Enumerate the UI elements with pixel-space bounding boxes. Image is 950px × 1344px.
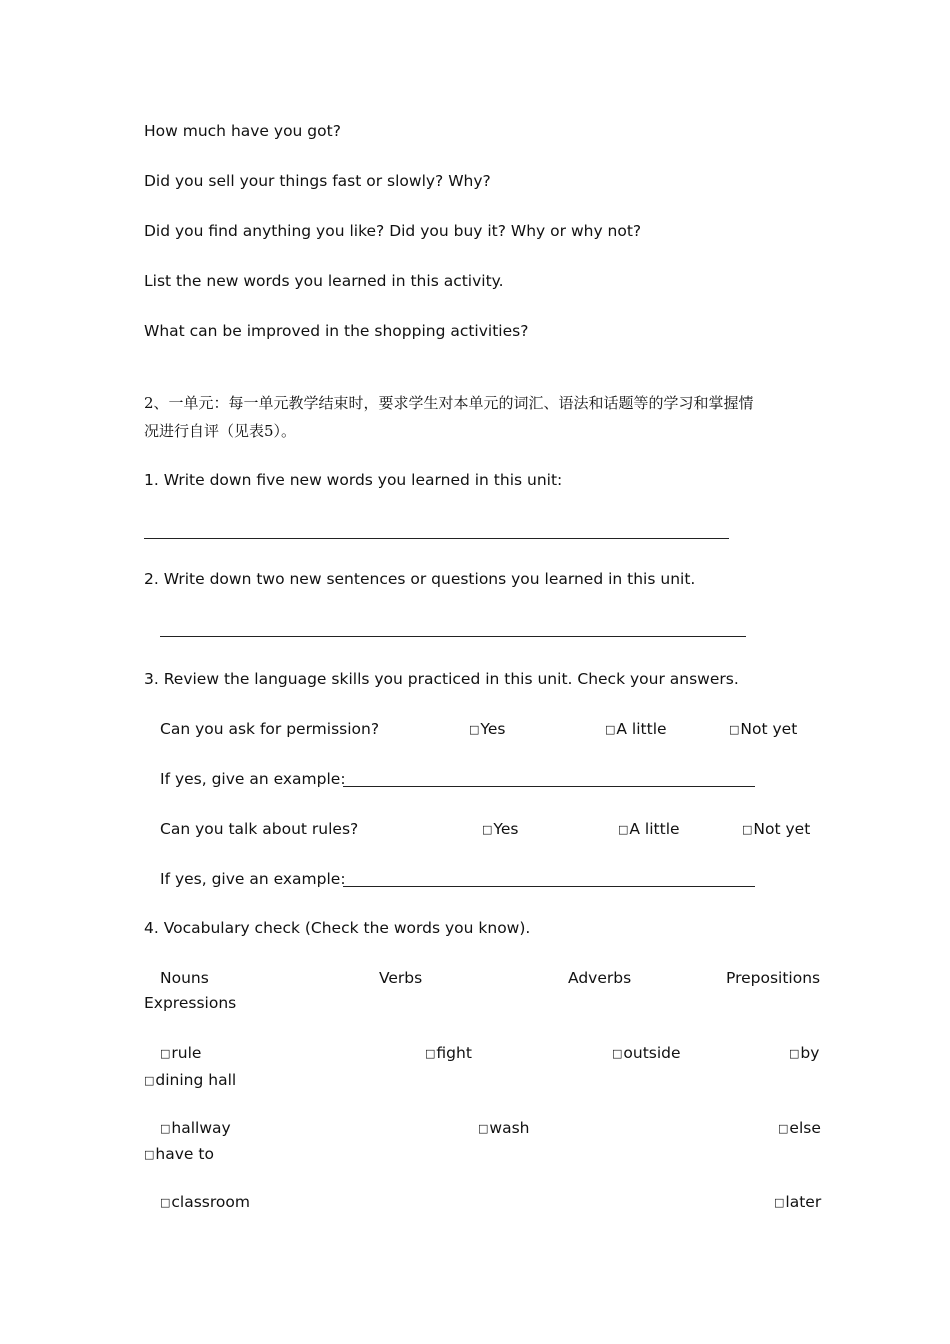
- skill1-notyet-option[interactable]: [729, 720, 797, 739]
- vocab-adverb-else[interactable]: [778, 1119, 821, 1138]
- skill2-yes-option[interactable]: [482, 820, 518, 839]
- vocab-word: hallway: [171, 1119, 231, 1137]
- checkbox-icon[interactable]: □: [425, 1047, 436, 1060]
- checkbox-icon[interactable]: □: [469, 723, 480, 736]
- skill2-little-option[interactable]: [618, 820, 680, 839]
- header-adverbs: Adverbs: [568, 969, 632, 987]
- vocab-word: outside: [623, 1044, 681, 1062]
- checkbox-icon[interactable]: □: [778, 1122, 789, 1135]
- vocab-noun-rule[interactable]: [160, 1044, 201, 1063]
- vocab-verb-wash[interactable]: [478, 1119, 529, 1138]
- checkbox-icon[interactable]: □: [742, 823, 753, 836]
- question-sell-speed: Did you sell your things fast or slowly? Why?: [144, 172, 491, 190]
- vocab-word: have to: [155, 1145, 214, 1163]
- header-expressions: Expressions: [144, 994, 237, 1012]
- checkbox-icon[interactable]: □: [144, 1148, 155, 1161]
- vocab-word: later: [785, 1193, 822, 1211]
- q2-answer-line[interactable]: [160, 636, 746, 637]
- vocab-noun-hallway[interactable]: [160, 1119, 231, 1138]
- skill1-question: Can you ask for permission?: [160, 720, 380, 738]
- vocab-word: else: [789, 1119, 821, 1137]
- skill2-question: Can you talk about rules?: [160, 820, 359, 838]
- vocab-adverb-later[interactable]: [774, 1193, 821, 1212]
- checkbox-icon[interactable]: □: [160, 1122, 171, 1135]
- question-find-buy: Did you find anything you like? Did you buy it? Why or why not?: [144, 222, 642, 240]
- vocab-word: classroom: [171, 1193, 250, 1211]
- skill2-example-label: If yes, give an example:: [160, 870, 346, 888]
- q3-prompt: 3. Review the language skills you practiced in this unit. Check your answers.: [144, 670, 739, 688]
- vocab-expression-have-to[interactable]: [144, 1145, 214, 1164]
- q4-prompt: 4. Vocabulary check (Check the words you know).: [144, 919, 531, 937]
- vocab-noun-classroom[interactable]: [160, 1193, 250, 1212]
- checkbox-icon[interactable]: □: [605, 723, 616, 736]
- vocab-word: by: [800, 1044, 820, 1062]
- checkbox-icon[interactable]: □: [144, 1074, 155, 1087]
- vocab-verb-fight[interactable]: [425, 1044, 472, 1063]
- skill2-notyet-label: Not yet: [753, 820, 811, 838]
- vocab-preposition-by[interactable]: [789, 1044, 819, 1063]
- checkbox-icon[interactable]: □: [774, 1196, 785, 1209]
- section2-line1: 2、一单元：每一单元教学结束时，要求学生对本单元的词汇、语法和话题等的学习和掌握情: [144, 394, 754, 412]
- vocab-word: dining hall: [155, 1071, 237, 1089]
- skill1-yes-option[interactable]: [469, 720, 505, 739]
- section2-line2: 况进行自评（见表5）。: [144, 421, 297, 440]
- question-how-much: How much have you got?: [144, 122, 341, 140]
- skill2-example-line[interactable]: [343, 886, 755, 887]
- checkbox-icon[interactable]: □: [729, 723, 740, 736]
- vocab-adverb-outside[interactable]: [612, 1044, 681, 1063]
- checkbox-icon[interactable]: □: [618, 823, 629, 836]
- skill1-yes-label: Yes: [480, 720, 506, 738]
- skill1-little-option[interactable]: [605, 720, 667, 739]
- checkbox-icon[interactable]: □: [160, 1196, 171, 1209]
- section2-paragraph: [144, 390, 824, 446]
- question-improve: What can be improved in the shopping activities?: [144, 322, 529, 340]
- skill1-example-label: If yes, give an example:: [160, 770, 346, 788]
- skill1-little-label: A little: [616, 720, 667, 738]
- vocab-word: wash: [489, 1119, 530, 1137]
- skill1-example-line[interactable]: [343, 786, 755, 787]
- vocab-word: fight: [436, 1044, 472, 1062]
- header-prepositions: Prepositions: [726, 969, 821, 987]
- vocab-word: rule: [171, 1044, 202, 1062]
- header-nouns: Nouns: [160, 969, 209, 987]
- checkbox-icon[interactable]: □: [160, 1047, 171, 1060]
- q1-answer-line[interactable]: [144, 538, 729, 539]
- q1-prompt: 1. Write down five new words you learned in this unit:: [144, 471, 563, 489]
- q2-prompt: 2. Write down two new sentences or questions you learned in this unit.: [144, 570, 696, 588]
- checkbox-icon[interactable]: □: [612, 1047, 623, 1060]
- skill2-notyet-option[interactable]: [742, 820, 810, 839]
- checkbox-icon[interactable]: □: [478, 1122, 489, 1135]
- skill2-little-label: A little: [629, 820, 680, 838]
- checkbox-icon[interactable]: □: [482, 823, 493, 836]
- header-verbs: Verbs: [379, 969, 423, 987]
- vocab-expression-dining-hall[interactable]: [144, 1071, 236, 1090]
- question-list-words: List the new words you learned in this activity.: [144, 272, 504, 290]
- skill2-yes-label: Yes: [493, 820, 519, 838]
- checkbox-icon[interactable]: □: [789, 1047, 800, 1060]
- skill1-notyet-label: Not yet: [740, 720, 798, 738]
